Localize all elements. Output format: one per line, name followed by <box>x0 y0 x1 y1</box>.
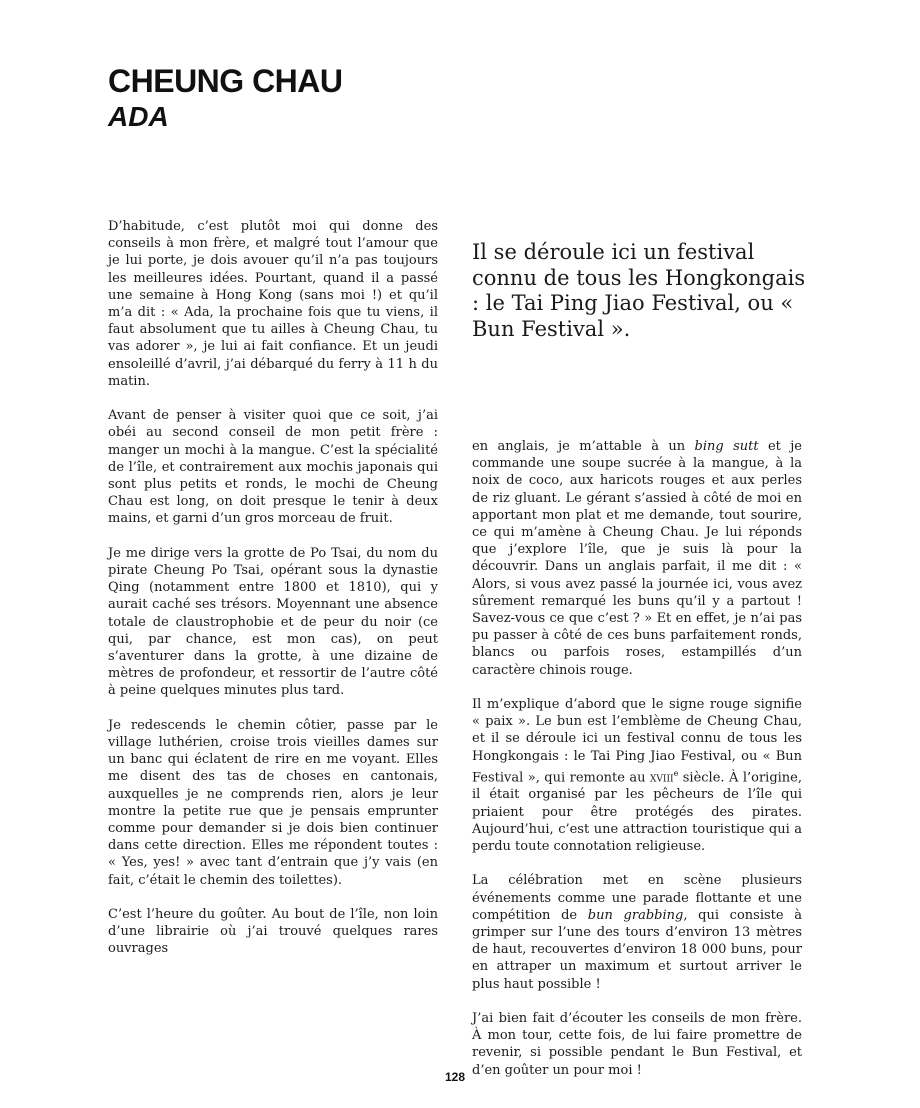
paragraph: Je me dirige vers la grotte de Po Tsai, du nom du pirate Cheung Po Tsai, opérant sous la dynastie Qing (notamment entre 1800 et 1810), qui y aurait caché ses trésors. Moyennant une absence totale de claustrophobie et de peur du noir (ce qui, par chance, est mon cas), on peut s’aventurer dans la grotte, à une dizaine de mètres de profondeur, et ressortir de l’autre côté à peine quelques minutes plus tard. <box>108 545 438 699</box>
text-run: , qui consiste à grimper sur l’une des tours d’environ 13 mètres de haut, recouvertes d’environ 18 000 buns, pour en attraper un maximum et surtout arriver le plus haut possible ! <box>472 907 802 992</box>
century-numeral: xviii <box>649 770 674 786</box>
author-name: ADA <box>108 101 169 132</box>
emphasis-term: bing sutt <box>694 439 759 454</box>
paragraph: J’ai bien fait d’écouter les conseils de mon frère. À mon tour, cette fois, de lui faire promettre de revenir, si possible pendant le Bun Festival, et d’en goûter un pour moi ! <box>472 1010 802 1078</box>
ordinal-superscript: e <box>673 768 679 778</box>
left-column <box>108 218 438 975</box>
pull-quote: Il se déroule ici un festival connu de tous les Hongkongais : le Tai Ping Jiao Festival, ou « Bun Festival ». <box>472 240 806 341</box>
text-run: en anglais, je m’attable à un <box>472 439 695 454</box>
article-title: CHEUNG CHAU <box>108 63 343 99</box>
emphasis-term: bun grabbing <box>587 907 684 923</box>
text-run: et je commande une soupe sucrée à la mangue, à la noix de coco, aux haricots rouges et aux perles de riz gluant. Le gérant s’assied à côté de moi en apportant mon plat et me demande, tout sourire, ce qui m’amène à Cheung Chau. Je lui réponds que j’explore l’île, que je suis là pour la découvrir. Dans un anglais parfait, il me dit : « Alors, si vous avez passé la journée ici, vous avez sûrement remarqué les buns qu’il y a partout ! Savez-vous ce que c’est ? » Et en effet, je n’ai pas pu passer à côté de ces buns parfaitement ronds, blancs ou parfois roses, estampillés d’un caractère chinois rouge. <box>472 439 802 678</box>
paragraph <box>472 696 802 855</box>
paragraph: C’est l’heure du goûter. Au bout de l’île, non loin d’une librairie où j’ai trouvé quelques rares ouvrages <box>108 907 438 957</box>
paragraph <box>472 872 802 992</box>
paragraph: Je redescends le chemin côtier, passe par le village luthérien, croise trois vieilles dames sur un banc qui éclatent de rire en me voyant. Elles me disent des tas de choses en cantonais, auxquelles je ne comprends rien, alors je leur montre la petite rue que je pensais emprunter comme pour demander si je dois bien continuer dans cette direction. Elles me répondent toutes : « Yes, yes! » avec tant d’entrain que j’y vais (en fait, c’était le chemin des toilettes). <box>108 717 438 888</box>
page-number: 128 <box>444 1070 466 1084</box>
text-run: Il m’explique d’abord que le signe rouge signifie « paix ». Le bun est l’emblème de Cheung Chau, et il se déroule ici un festival connu de tous les Hongkongais : le Tai Ping Jiao Festival, ou « Bun Festival », qui remonte au <box>472 697 802 786</box>
right-column <box>472 438 802 1096</box>
paragraph <box>472 438 802 679</box>
text-run: siècle. À l’origine, il était organisé par les pêcheurs de l’île qui priaient pour être protégés des pirates. Aujourd’hui, c’est une attraction touristique qui a perdu toute connotation religieuse. <box>472 770 802 854</box>
paragraph: Avant de penser à visiter quoi que ce soit, j’ai obéi au second conseil de mon petit frère : manger un mochi à la mangue. C’est la spécialité de l’île, et contrairement aux mochis japonais qui sont plus petits et ronds, le mochi de Cheung Chau est long, on doit presque le tenir à deux mains, et garni d’un gros morceau de fruit. <box>108 408 438 527</box>
paragraph: D’habitude, c’est plutôt moi qui donne des conseils à mon frère, et malgré tout l’amour que je lui porte, je dois avouer qu’il n’a pas toujours les meilleures idées. Pourtant, quand il a passé une semaine à Hong Kong (sans moi !) et qu’il m’a dit : « Ada, la prochaine fois que tu viens, il faut absolument que tu ailles à Cheung Chau, tu vas adorer », je lui ai fait confiance. Et un jeudi ensoleillé d’avril, j’ai débarqué du ferry à 11 h du matin. <box>108 219 438 389</box>
text-run: La célébration met en scène plusieurs événements comme une parade flottante et une compétition de <box>472 873 802 923</box>
